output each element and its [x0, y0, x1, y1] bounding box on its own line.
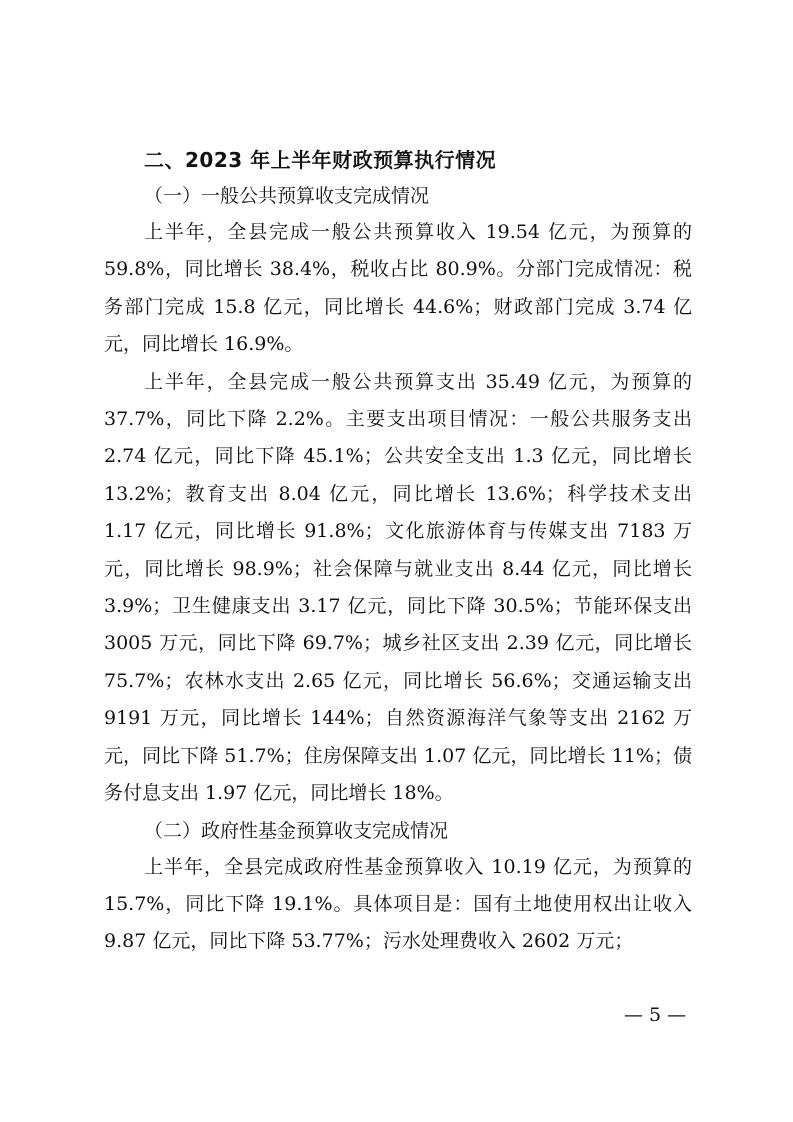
paragraph-expenditure: 上半年，全县完成一般公共预算支出 35.49 亿元，为预算的 37.7%，同比下降 2.2%。主要支出项目情况：一般公共服务支出 2.74 亿元，同比下降 45.1%；公共安全支出 1.3 亿元，同比增长 13.2%；教育支出 8.04 亿元，同比增长 13.6%；科学技术支出 1.17 亿元，同比增长 91.8%；文化旅游体育与传媒支出 7183 万元，同比增长 98.9%；社会保障与就业支出 8.44 亿元，同比增长 3.9%；卫生健康支出 3.17 亿元，同比下降 30.5%；节能环保支出 3005 万元，同比下降 69.7%；城乡社区支出 2.39 亿元，同比增长 75.7%；农林水支出 2.65 亿元，同比增长 56.6%；交通运输支出 9191 万元，同比增长 144%；自然资源海洋气象等支出 2162 万元，同比下降 51.7%；住房保障支出 1.07 亿元，同比增长 11%；债务付息支出 1.97 亿元，同比增长 18%。 [104, 370, 692, 805]
section-title: 二、2023 年上半年财政预算执行情况 [144, 148, 497, 172]
paragraph-revenue: 上半年，全县完成一般公共预算收入 19.54 亿元，为预算的 59.8%，同比增长 38.4%，税收占比 80.9%。分部门完成情况：税务部门完成 15.8 亿元，同比增长 44.6%；财政部门完成 3.74 亿元，同比增长 16.9%。 [104, 221, 692, 356]
page-number: — 5 — [624, 1004, 687, 1026]
paragraph-fund-revenue: 上半年，全县完成政府性基金预算收入 10.19 亿元，为预算的 15.7%，同比下降 19.1%。具体项目是：国有土地使用权出让收入 9.87 亿元，同比下降 53.77%；污水处理费收入 2602 万元； [104, 855, 692, 953]
subsection-title-general-budget: （一）一般公共预算收支完成情况 [144, 185, 430, 207]
subsection-title-fund-budget: （二）政府性基金预算收支完成情况 [144, 819, 449, 842]
document-body [104, 142, 692, 961]
